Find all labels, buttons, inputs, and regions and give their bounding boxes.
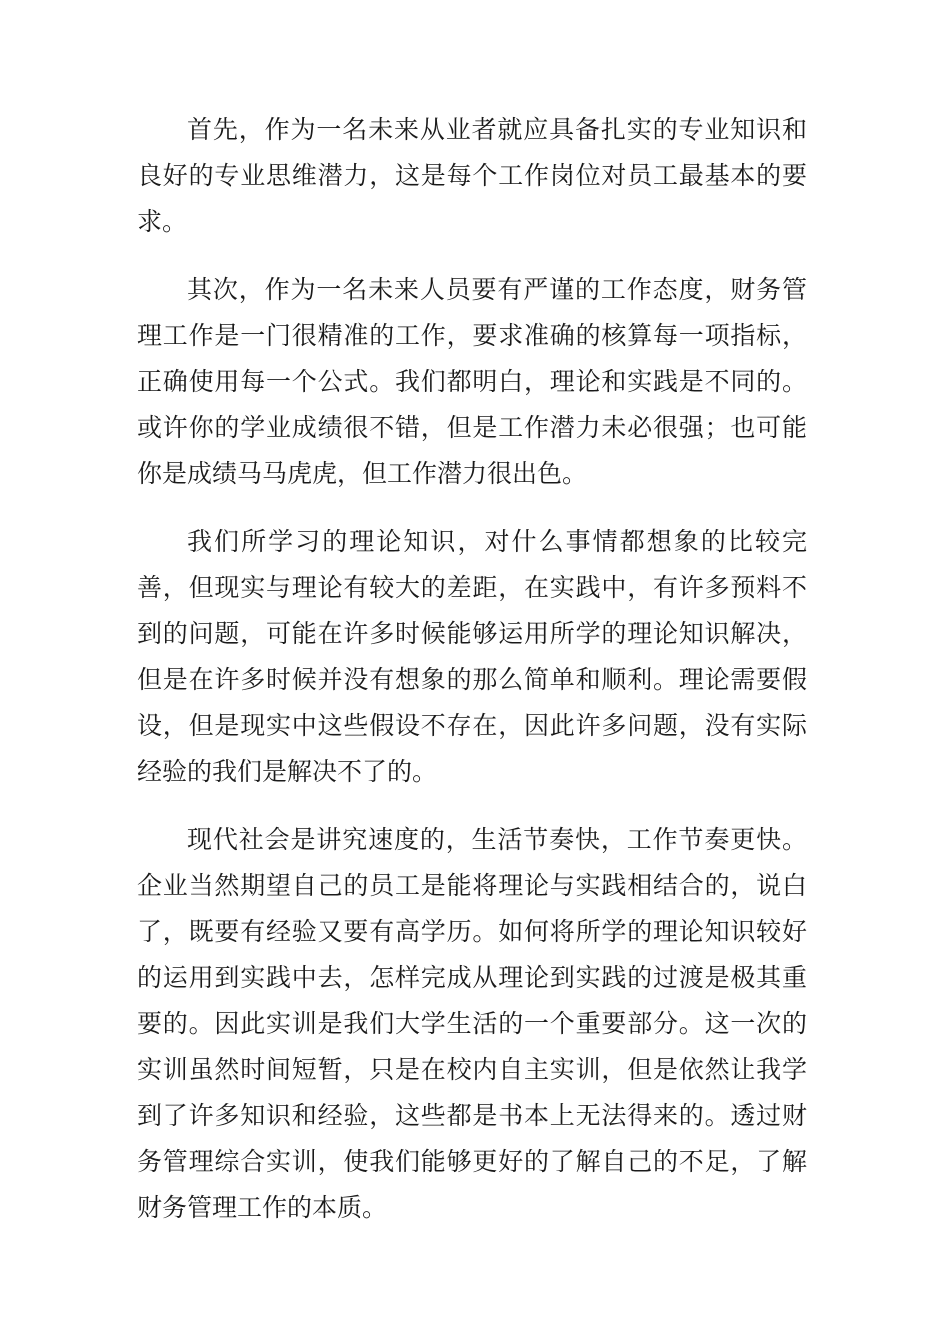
paragraph-4-line-5: 要的。因此实训是我们大学生活的一个重要部分。这一次的 — [137, 1009, 807, 1038]
paragraph-4-line-4: 的运用到实践中去，怎样完成从理论到实践的过渡是极其重 — [137, 963, 807, 992]
paragraph-1-line-1: 首先，作为一名未来从业者就应具备扎实的专业知识和 — [187, 115, 807, 144]
paragraph-2-line-1: 其次，作为一名未来人员要有严谨的工作态度，财务管 — [187, 275, 807, 304]
paragraph-4-line-6: 实训虽然时间短暂，只是在校内自主实训，但是依然让我学 — [137, 1055, 807, 1084]
paragraph-1-line-2: 良好的专业思维潜力，这是每个工作岗位对员工最基本的要 — [137, 161, 807, 190]
paragraph-3-line-1: 我们所学习的理论知识，对什么事情都想象的比较完 — [187, 527, 807, 556]
paragraph-3-line-4: 但是在许多时候并没有想象的那么简单和顺利。理论需要假 — [137, 665, 807, 694]
paragraph-4-line-2: 企业当然期望自己的员工是能将理论与实践相结合的，说白 — [137, 871, 807, 900]
paragraph-4-line-3: 了，既要有经验又要有高学历。如何将所学的理论知识较好 — [137, 917, 807, 946]
paragraph-1-line-3: 求。 — [137, 207, 188, 236]
paragraph-3-line-5: 设，但是现实中这些假设不存在，因此许多问题，没有实际 — [137, 711, 807, 740]
paragraph-2-line-2: 理工作是一门很精准的工作，要求准确的核算每一项指标， — [137, 321, 807, 350]
paragraph-3-line-6: 经验的我们是解决不了的。 — [137, 757, 438, 786]
paragraph-2-line-3: 正确使用每一个公式。我们都明白，理论和实践是不同的。 — [137, 367, 807, 396]
paragraph-4-line-8: 务管理综合实训，使我们能够更好的了解自己的不足，了解 — [137, 1147, 807, 1176]
paragraph-4-line-1: 现代社会是讲究速度的，生活节奏快，工作节奏更快。 — [187, 825, 807, 854]
paragraph-3-line-2: 善，但现实与理论有较大的差距，在实践中，有许多预料不 — [137, 573, 807, 602]
paragraph-2-line-4: 或许你的学业成绩很不错，但是工作潜力未必很强；也可能 — [137, 413, 807, 442]
paragraph-3-line-3: 到的问题，可能在许多时候能够运用所学的理论知识解决， — [137, 619, 807, 648]
paragraph-4-line-7: 到了许多知识和经验，这些都是书本上无法得来的。透过财 — [137, 1101, 807, 1130]
paragraph-2-line-5: 你是成绩马马虎虎，但工作潜力很出色。 — [137, 459, 588, 488]
paragraph-4-line-9: 财务管理工作的本质。 — [137, 1193, 388, 1222]
